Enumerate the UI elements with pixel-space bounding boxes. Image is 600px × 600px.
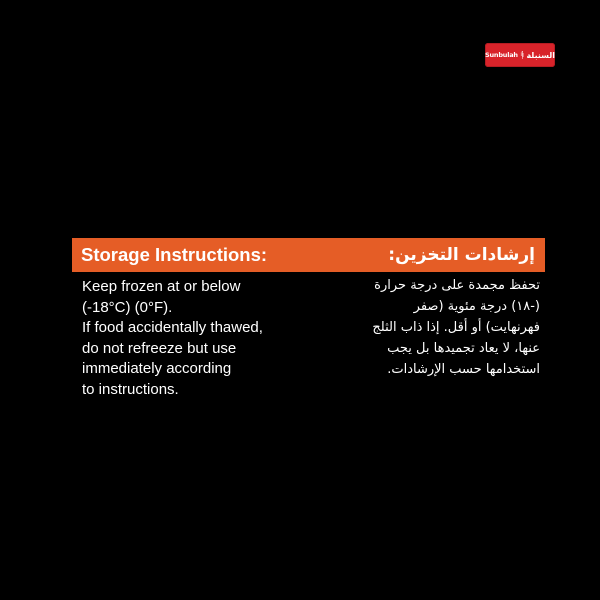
- instruction-line: (-18°C) (0°F).: [82, 298, 173, 316]
- instruction-line: to instructions.: [82, 380, 179, 398]
- storage-instructions-banner: [72, 238, 545, 272]
- brand-name-arabic: السنبلة: [526, 50, 555, 60]
- instruction-line: Keep frozen at or below: [82, 278, 241, 295]
- instruction-line-arabic: تحفظ مجمدة على درجة حرارة: [374, 278, 540, 293]
- instruction-line: If food accidentally thawed,: [82, 319, 263, 336]
- banner-title-english: Storage Instructions:: [81, 244, 268, 265]
- brand-logo: [485, 43, 555, 67]
- brand-name-latin: Sunbulah: [485, 51, 518, 59]
- instruction-line-arabic: فهرنهايت) أو أقل. إذا ذاب الثلج: [372, 320, 540, 335]
- instruction-line: do not refreeze but use: [82, 339, 237, 357]
- instruction-line: immediately according: [82, 360, 232, 377]
- instruction-line-arabic: (-١٨) درجة مئوية (صفر: [413, 299, 540, 314]
- instruction-line-arabic: استخدامها حسب الإرشادات.: [387, 362, 540, 377]
- wheat-icon: [520, 48, 525, 62]
- instructions-english: [82, 277, 307, 400]
- instructions-arabic: [320, 275, 540, 380]
- instruction-line-arabic: عنها، لا يعاد تجميدها بل يجب: [387, 341, 540, 356]
- banner-title-arabic: إرشادات التخزين:: [388, 245, 535, 265]
